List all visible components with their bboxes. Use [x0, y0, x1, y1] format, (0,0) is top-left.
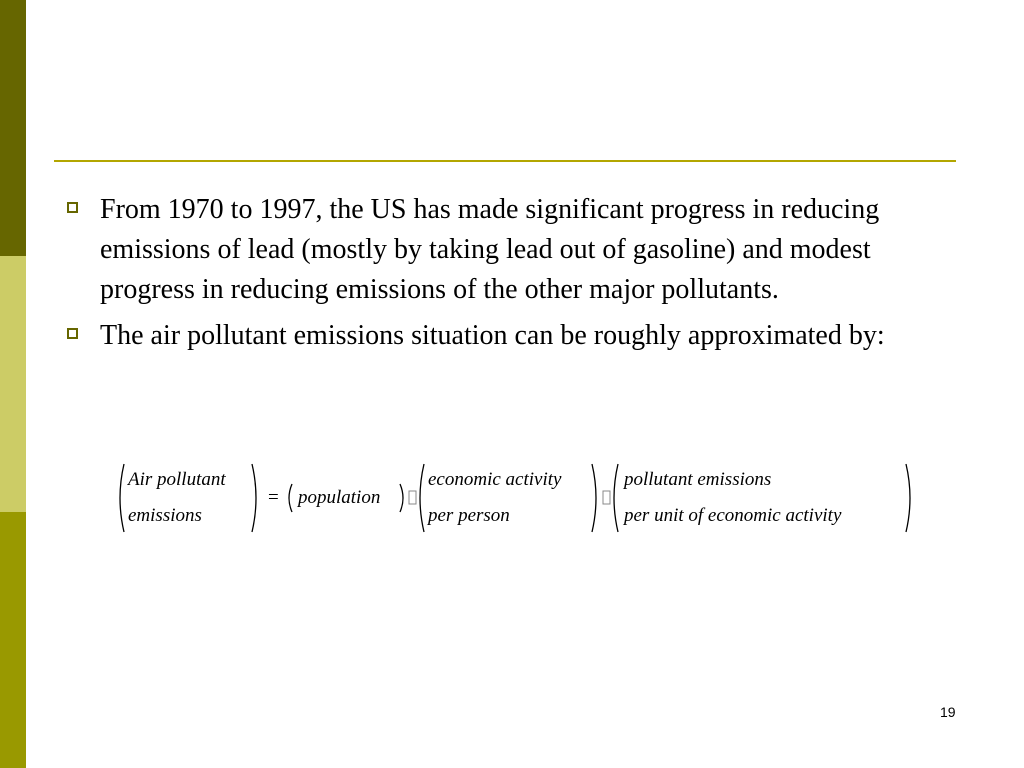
left-bar-bottom: [0, 512, 26, 768]
term3-line1: pollutant emissions: [624, 469, 772, 490]
left-paren-icon: [414, 462, 426, 534]
bullet-list: [62, 190, 942, 362]
population-term: population: [298, 487, 381, 508]
bullet-item: [62, 316, 942, 356]
term2-line2: per person: [428, 505, 510, 526]
bullet-item: [62, 190, 942, 310]
right-paren-icon: [904, 462, 916, 534]
right-paren-icon: [398, 482, 408, 514]
right-paren-icon: [250, 462, 262, 534]
lhs-line2: emissions: [128, 505, 202, 526]
left-paren-icon: [284, 482, 294, 514]
lhs-line1: Air pollutant: [128, 469, 226, 490]
right-paren-icon: [590, 462, 602, 534]
term2-line1: economic activity: [428, 469, 562, 490]
bullet-text: The air pollutant emissions situation can be roughly approximated by:: [100, 320, 885, 351]
left-bar-top: [0, 0, 26, 256]
title-divider: [54, 160, 956, 162]
term3-line2: per unit of economic activity: [624, 505, 842, 526]
left-paren-icon: [114, 462, 126, 534]
left-paren-icon: [608, 462, 620, 534]
bullet-text: From 1970 to 1997, the US has made significant progress in reducing emissions of lead (mostly by taking lead out of gasoline) and modest progress in reducing emissions of the other major pollutants.: [100, 194, 880, 305]
left-bar-middle: [0, 256, 26, 512]
square-bullet-icon: [67, 328, 78, 339]
square-bullet-icon: [67, 202, 78, 213]
equals-sign: =: [268, 487, 279, 508]
equation: [114, 462, 924, 534]
page-number: 19: [940, 704, 956, 720]
